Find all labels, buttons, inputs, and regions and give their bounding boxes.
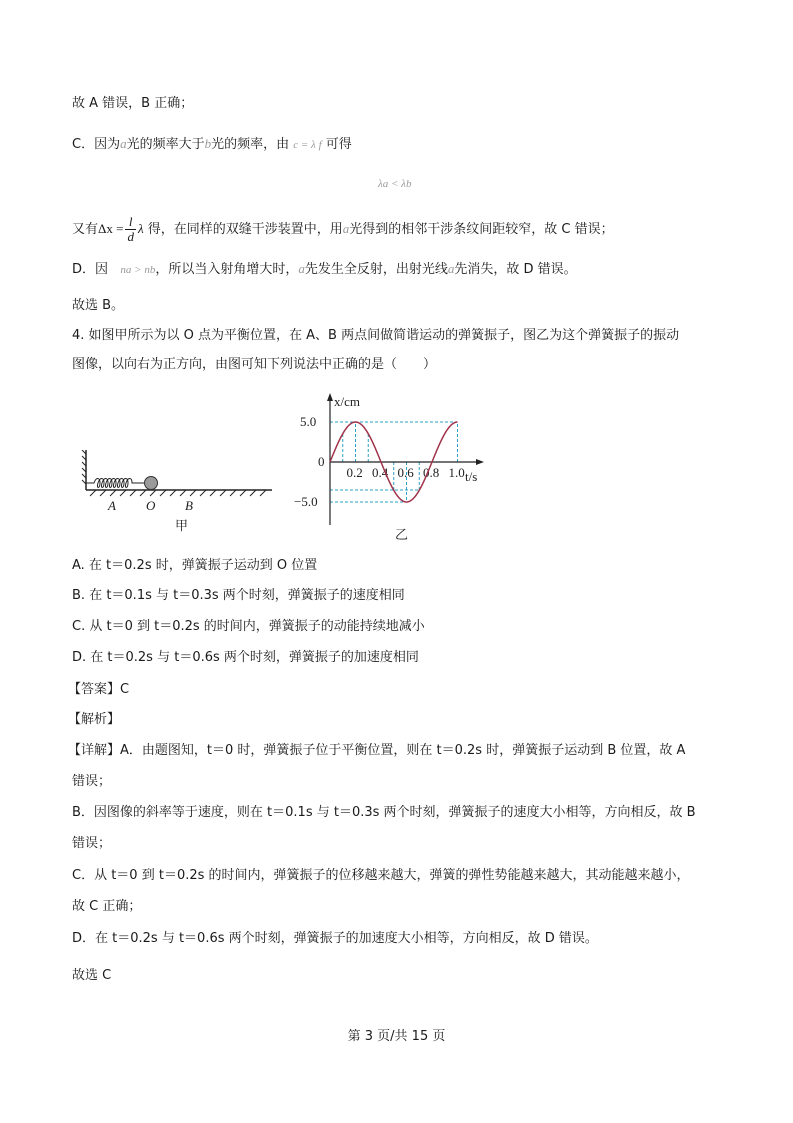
label-b: B <box>185 498 193 513</box>
caption-jia: 甲 <box>175 518 189 533</box>
x-tick-label: 0.8 <box>423 465 440 480</box>
analysis-line-3: B．因图像的斜率等于速度，则在 t＝0.1s 与 t＝0.3s 两个时刻，弹簧振子的速度大小相等，方向相反，故 B <box>72 805 696 820</box>
analysis-line-7: D．在 t＝0.2s 与 t＝0.6s 两个时刻，弹簧振子的加速度大小相等，方向相反，故 D 错误。 <box>72 931 598 946</box>
x-tick-label: 0.2 <box>346 465 363 480</box>
fraction-l-over-d: $\frac{l}{d}$ <box>127 214 134 244</box>
analysis-line-5: C．从 t＝0 到 t＝0.2s 的时间内，弹簧振子的位移越来越大，弹簧的弹性势能越来越大，其动能越来越小， <box>72 868 690 883</box>
x-tick-label: 1.0 <box>448 465 465 480</box>
prev-option-d: D．因 na > nb，所以当入射角增大时，a先发生全反射，出射光线a先消失，故 D 错误。 <box>72 261 577 277</box>
figure-yi-vibration-graph <box>290 385 500 545</box>
analysis-line-4: 错误； <box>72 836 112 851</box>
answer-label: 【答案】C <box>68 682 130 697</box>
analysis-line-1: 【详解】A．由题图知，t＝0 时，弹簧振子位于平衡位置，则在 t＝0.2s 时，弹簧振子运动到 B 位置，故 A <box>68 743 686 758</box>
origin-label: 0 <box>318 454 325 469</box>
y-tick-5: 5.0 <box>300 414 317 429</box>
label-o: O <box>146 498 156 513</box>
x-tick-labels <box>347 465 465 480</box>
option-c: C. 从 t＝0 到 t＝0.2s 的时间内，弹簧振子的动能持续地减小 <box>72 619 425 634</box>
q4-conclusion: 故选 C <box>72 968 112 983</box>
x-axis-arrow <box>476 459 484 465</box>
caption-yi: 乙 <box>395 527 409 542</box>
option-b: B. 在 t＝0.1s 与 t＝0.3s 两个时刻，弹簧振子的速度相同 <box>72 588 405 603</box>
floor-hatching <box>90 490 266 496</box>
lambda-relation: λa < λb <box>378 178 412 190</box>
spring <box>86 479 144 488</box>
figure-jia-spring-oscillator <box>80 450 280 535</box>
prev-option-c: C．因为a光的频率大于b光的频率，由 c = λ f 可得 <box>72 136 352 152</box>
analysis-line-2: 错误； <box>72 774 112 789</box>
page-footer: 第 3 页/共 15 页 <box>347 1029 446 1044</box>
q4-stem-line-1: 4. 如图甲所示为以 O 点为平衡位置，在 A、B 两点间做简谐运动的弹簧振子，图乙为这个弹簧振子的振动 <box>72 328 680 343</box>
ball <box>145 477 158 490</box>
x-tick-label: 0.6 <box>397 465 414 480</box>
analysis-line-6: 故 C 正确； <box>72 899 142 914</box>
option-d: D. 在 t＝0.2s 与 t＝0.6s 两个时刻，弹簧振子的加速度相同 <box>72 650 419 665</box>
prev-conclusion: 故选 B。 <box>72 298 125 313</box>
x-tick-label: 0.4 <box>372 465 389 480</box>
prev-line-1: 故 A 错误，B 正确； <box>72 96 194 111</box>
y-axis-arrow <box>327 393 333 401</box>
y-axis-label: x/cm <box>334 394 360 409</box>
analysis-title: 【解析】 <box>68 712 121 727</box>
prev-dx-line: 又有Δx = $\frac{l}{d}$ λ 得，在同样的双缝干涉装置中，用a光得到的相邻干涉条纹间距较窄，故 C 错误； <box>72 214 614 244</box>
label-a: A <box>108 498 116 513</box>
q4-stem-line-2: 图像，以向右为正方向，由图可知下列说法中正确的是（ ） <box>72 357 437 372</box>
option-a: A. 在 t＝0.2s 时，弹簧振子运动到 O 位置 <box>72 558 318 573</box>
x-axis-label: t/s <box>465 469 478 484</box>
y-tick-neg5: −5.0 <box>294 494 318 509</box>
